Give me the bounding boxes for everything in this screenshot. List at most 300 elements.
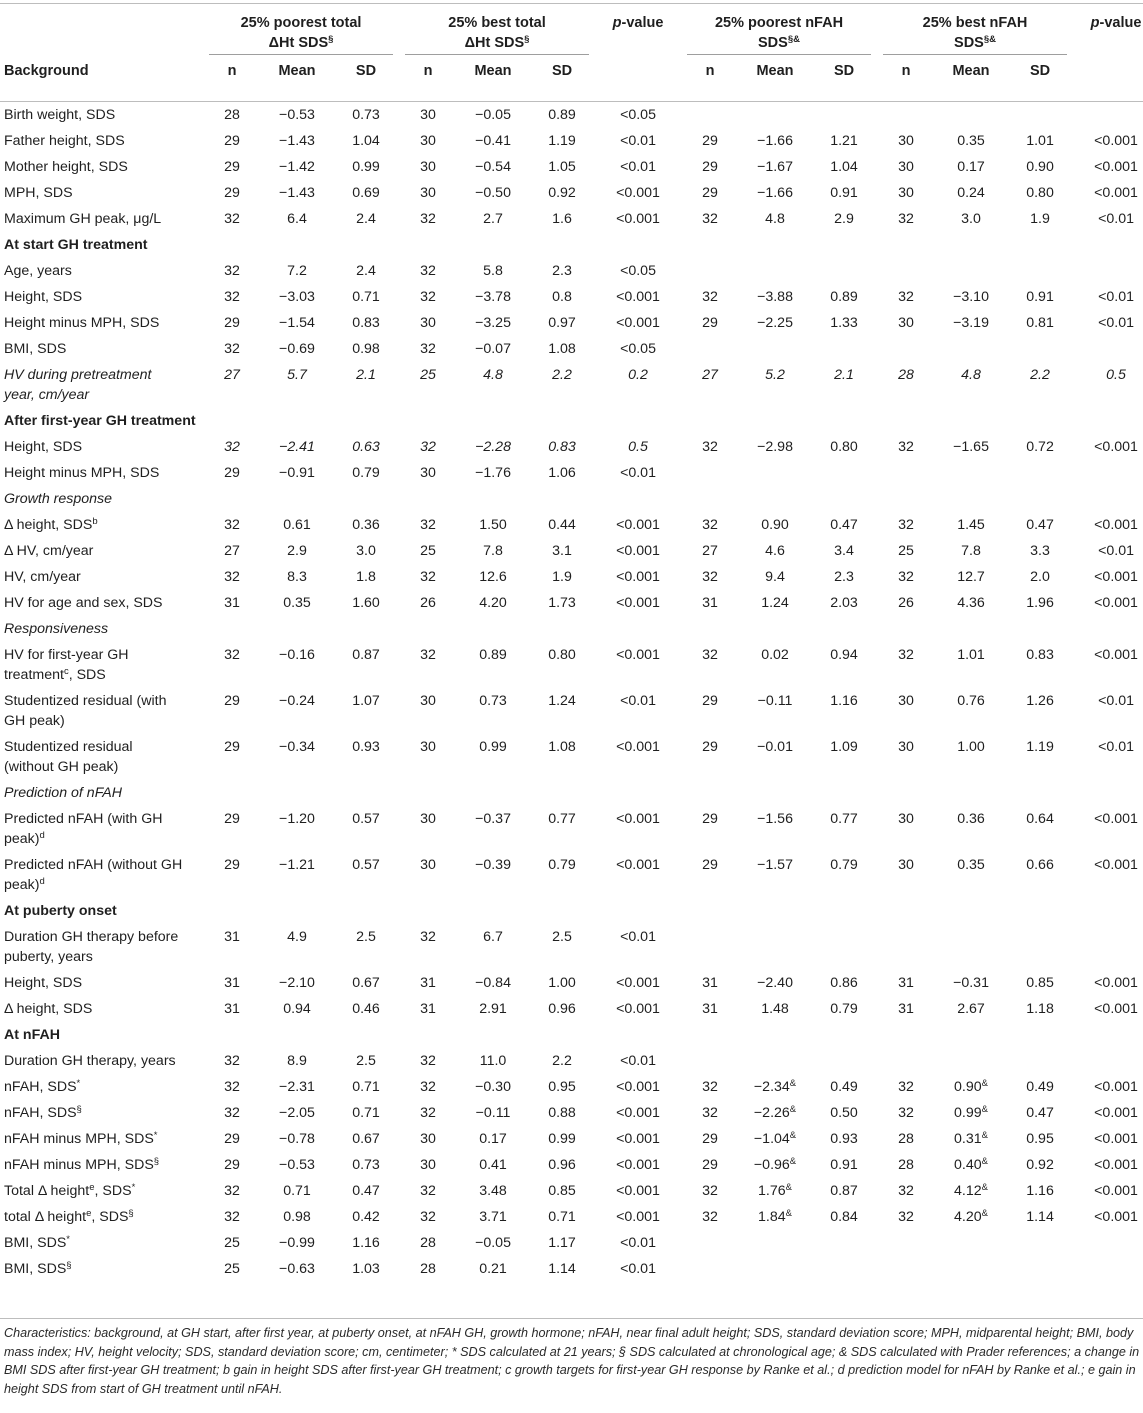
table-cell: 0.73 [352, 1157, 380, 1173]
table-cell: 1.06 [548, 465, 576, 481]
table-cell: 3.71 [479, 1209, 507, 1225]
table-cell: 31 [898, 1001, 914, 1017]
cell-footnote: & [981, 1130, 988, 1141]
row-label-text: Maximum GH peak, μg/L [4, 211, 162, 227]
row-label [0, 232, 1143, 258]
row-label-text-line2: puberty, years [4, 949, 93, 965]
table-row [0, 564, 1143, 590]
table-cell [681, 102, 739, 129]
table-cell: 1.04 [352, 133, 380, 149]
row-label [0, 1048, 203, 1074]
table-cell: 28 [420, 1261, 436, 1277]
table-cell: 0.42 [352, 1209, 380, 1225]
table-cell: 2.4 [356, 263, 376, 279]
table-cell: 0.86 [830, 975, 858, 991]
table-cell [739, 1178, 811, 1204]
table-cell: 5.2 [765, 367, 785, 383]
row-label [0, 642, 203, 688]
table-cell: <0.001 [616, 1079, 660, 1095]
row-label-footnote: * [66, 1234, 70, 1245]
table-cell: <0.01 [1098, 739, 1134, 755]
table-cell: 32 [224, 1079, 240, 1095]
pvalue-header-1 [595, 4, 681, 53]
row-label [0, 852, 203, 898]
table-cell: <0.01 [1098, 211, 1134, 227]
table-cell: 0.47 [1026, 517, 1054, 533]
row-label-text: BMI, SDS [4, 1261, 67, 1277]
table-cell: 0.94 [283, 1001, 311, 1017]
table-cell: 2.5 [552, 929, 572, 945]
table-cell [739, 1048, 811, 1074]
row-label-text-line2: GH peak) [4, 713, 65, 729]
table-cell: 12.6 [479, 569, 507, 585]
table-cell: 31 [224, 975, 240, 991]
table-row [0, 1204, 1143, 1230]
table-cell: −0.05 [475, 107, 511, 123]
table-cell: 1.24 [548, 693, 576, 709]
table-cell [1073, 1230, 1143, 1256]
table-cell: −1.57 [757, 857, 793, 873]
table-cell: 0.89 [548, 107, 576, 123]
table-cell: 32 [224, 1209, 240, 1225]
cell-value: 0.31 [954, 1131, 982, 1147]
group-title-line1: 25% best total [448, 15, 546, 31]
table-cell: 28 [898, 367, 914, 383]
column-header-n: n [203, 53, 261, 102]
table-cell: 2.2 [552, 1053, 572, 1069]
table-cell: 32 [702, 439, 718, 455]
table-cell [877, 258, 935, 284]
table-cell [811, 1048, 877, 1074]
table-cell [935, 258, 1007, 284]
table-cell: −1.43 [279, 185, 315, 201]
table-cell: <0.001 [616, 289, 660, 305]
table-cell: 0.36 [352, 517, 380, 533]
table-cell: 0.94 [830, 647, 858, 663]
table-cell: <0.01 [620, 1235, 656, 1251]
table-cell: 25 [224, 1235, 240, 1251]
table-cell: 30 [898, 185, 914, 201]
table-cell: 6.4 [287, 211, 307, 227]
table-cell [811, 1230, 877, 1256]
header-column-row [0, 53, 1143, 102]
table-cell: <0.001 [1094, 975, 1138, 991]
table-cell: 30 [898, 739, 914, 755]
row-label-text: Growth response [4, 491, 113, 507]
column-header-n: n [399, 53, 457, 102]
column-header-mean: Mean [739, 53, 811, 102]
table-cell: 1.01 [1026, 133, 1054, 149]
table-cell [1007, 336, 1073, 362]
column-header-mean: Mean [935, 53, 1007, 102]
table-cell: 3.0 [356, 543, 376, 559]
table-cell: 0.95 [548, 1079, 576, 1095]
table-cell: 25 [420, 543, 436, 559]
table-cell: 30 [420, 465, 436, 481]
table-cell: 1.16 [830, 693, 858, 709]
table-cell [1073, 1048, 1143, 1074]
table-cell: 0.71 [352, 1079, 380, 1095]
table-cell: 31 [702, 975, 718, 991]
table-cell [1073, 102, 1143, 129]
table-cell: 0.80 [1026, 185, 1054, 201]
row-label [0, 898, 1143, 924]
table-cell: 7.8 [961, 543, 981, 559]
table-cell: 0.80 [548, 647, 576, 663]
table-cell: 29 [702, 133, 718, 149]
row-label-footnote: § [153, 1156, 160, 1167]
table-cell: 29 [224, 857, 240, 873]
table-cell: <0.001 [1094, 133, 1138, 149]
table-cell: 27 [224, 367, 240, 383]
table-cell: 32 [420, 1053, 436, 1069]
table-cell: <0.001 [616, 1105, 660, 1121]
table-cell [877, 1048, 935, 1074]
table-cell: 2.7 [483, 211, 503, 227]
table-row [0, 154, 1143, 180]
table-cell: 29 [224, 133, 240, 149]
table-cell: <0.01 [620, 1261, 656, 1277]
table-cell: 29 [702, 185, 718, 201]
table-cell: 29 [224, 185, 240, 201]
table-cell: 1.9 [552, 569, 572, 585]
table-cell: 0.35 [957, 133, 985, 149]
row-label-footnote: b [92, 516, 98, 527]
table-row [0, 642, 1143, 688]
table-cell [811, 460, 877, 486]
table-cell: 4.8 [961, 367, 981, 383]
group-title-line1: 25% poorest nFAH [714, 15, 844, 31]
table-cell: 32 [702, 647, 718, 663]
table-cell: 0.93 [352, 739, 380, 755]
table-cell: 32 [224, 569, 240, 585]
table-cell: 0.2 [628, 367, 648, 383]
table-cell: <0.001 [616, 315, 660, 331]
column-header-empty [595, 53, 681, 102]
table-cell: <0.001 [1094, 439, 1138, 455]
row-label-text: Δ HV, cm/year [4, 543, 94, 559]
table-cell: 0.91 [1026, 289, 1054, 305]
table-cell: <0.001 [616, 517, 660, 533]
table-cell: 3.0 [961, 211, 981, 227]
table-row [0, 258, 1143, 284]
subsection-row [0, 616, 1143, 642]
table-cell [935, 1152, 1007, 1178]
row-label [0, 258, 203, 284]
table-cell: 0.96 [548, 1001, 576, 1017]
table-cell: −1.76 [475, 465, 511, 481]
table-cell [811, 258, 877, 284]
table-cell [681, 1230, 739, 1256]
table-cell: 30 [420, 315, 436, 331]
cell-value: 4.12 [954, 1183, 982, 1199]
table-cell: 29 [224, 159, 240, 175]
row-label [0, 780, 1143, 806]
table-cell: <0.001 [616, 543, 660, 559]
table-cell: 3.48 [479, 1183, 507, 1199]
row-label-text: Δ height, SDS [4, 1001, 93, 1017]
table-row [0, 1152, 1143, 1178]
row-label [0, 1074, 203, 1100]
header-group-row [0, 4, 1143, 53]
table-cell: <0.01 [1098, 693, 1134, 709]
table-cell: 5.7 [287, 367, 307, 383]
table-row [0, 102, 1143, 129]
table-cell: 2.03 [830, 595, 858, 611]
group-header-best-total [399, 4, 595, 53]
table-cell: 0.83 [1026, 647, 1054, 663]
table-cell: 4.8 [483, 367, 503, 383]
table-cell: −2.25 [757, 315, 793, 331]
table-row [0, 128, 1143, 154]
table-cell: 7.8 [483, 543, 503, 559]
cell-footnote: & [789, 1156, 797, 1167]
table-cell: 1.24 [761, 595, 789, 611]
table-cell [935, 460, 1007, 486]
table-cell: 0.44 [548, 517, 576, 533]
table-cell: 27 [224, 543, 240, 559]
table-cell: <0.001 [616, 739, 660, 755]
table-cell [739, 1230, 811, 1256]
table-cell: 0.63 [352, 439, 380, 455]
table-cell [1073, 924, 1143, 970]
table-cell: 29 [702, 739, 718, 755]
table-cell: 32 [420, 289, 436, 305]
row-label-footnote: § [76, 1104, 82, 1115]
table-cell [739, 924, 811, 970]
table-cell: 1.50 [479, 517, 507, 533]
table-cell: 2.9 [287, 543, 307, 559]
table-cell: 32 [224, 647, 240, 663]
table-cell: 32 [702, 1209, 718, 1225]
table-row [0, 996, 1143, 1022]
table-cell: −1.67 [757, 159, 793, 175]
row-label-footnote: d [39, 876, 45, 887]
table-cell [1007, 1256, 1073, 1282]
pvalue-p: p [1090, 15, 1100, 31]
table-cell: −0.37 [475, 811, 511, 827]
table-cell: 2.4 [356, 211, 376, 227]
table-cell: −3.25 [475, 315, 511, 331]
table-cell: 32 [898, 517, 914, 533]
table-cell: 31 [898, 975, 914, 991]
table-cell: 32 [224, 1053, 240, 1069]
column-header-sd: SD [529, 53, 595, 102]
table-cell: 1.45 [957, 517, 985, 533]
table-cell: 0.79 [352, 465, 380, 481]
group-header-poorest-nfah [681, 4, 877, 53]
table-cell [935, 1100, 1007, 1126]
table-cell: <0.001 [1094, 1183, 1138, 1199]
table-cell: 0.89 [479, 647, 507, 663]
table-cell: 32 [702, 1105, 718, 1121]
table-cell: 0.47 [1026, 1105, 1054, 1121]
table-cell: 30 [898, 315, 914, 331]
table-cell [877, 102, 935, 129]
table-cell: −2.41 [279, 439, 315, 455]
table-cell: 31 [420, 1001, 436, 1017]
row-label-text: Δ height, SDS [4, 517, 93, 533]
row-label-text: Studentized residual (with [4, 693, 167, 709]
row-label [0, 1178, 203, 1204]
table-cell: 0.71 [352, 289, 380, 305]
table-cell: 7.2 [287, 263, 307, 279]
table-cell: 28 [420, 1235, 436, 1251]
table-cell [811, 102, 877, 129]
table-cell: <0.001 [1094, 1131, 1138, 1147]
row-label-text: total Δ height [4, 1209, 87, 1225]
table-cell: 0.66 [1026, 857, 1054, 873]
table-cell: 0.61 [283, 517, 311, 533]
table-cell [739, 1074, 811, 1100]
row-label [0, 512, 203, 538]
table-cell: 1.33 [830, 315, 858, 331]
table-cell: 0.83 [548, 439, 576, 455]
table-cell: 0.47 [352, 1183, 380, 1199]
table-cell: 1.21 [830, 133, 858, 149]
pvalue-p: p [612, 15, 622, 31]
table-cell: 0.35 [957, 857, 985, 873]
table-cell [877, 460, 935, 486]
row-label-text: MPH, SDS [4, 185, 73, 201]
table-cell: −1.42 [279, 159, 315, 175]
table-row [0, 180, 1143, 206]
table-cell: <0.001 [1094, 1157, 1138, 1173]
table-cell: 0.67 [352, 1131, 380, 1147]
row-label-text-line2: peak) [4, 831, 40, 847]
table-cell: 1.26 [1026, 693, 1054, 709]
row-label-text: BMI, SDS [4, 341, 67, 357]
table-cell: 29 [702, 159, 718, 175]
table-cell [1073, 1256, 1143, 1282]
row-label-footnote: § [128, 1208, 134, 1219]
table-cell: 1.07 [352, 693, 380, 709]
row-label-text: Birth weight, SDS [4, 107, 116, 123]
table-cell: 0.77 [548, 811, 576, 827]
table-row [0, 206, 1143, 232]
table-cell: 0.85 [1026, 975, 1054, 991]
table-row [0, 538, 1143, 564]
column-header-empty [1073, 53, 1143, 102]
row-label-text: Total Δ height [4, 1183, 90, 1199]
table-cell: <0.01 [620, 929, 656, 945]
group-title-line2: ΔHt SDS [464, 35, 525, 51]
table-cell: 29 [702, 315, 718, 331]
table-cell [739, 1100, 811, 1126]
row-label [0, 806, 203, 852]
table-cell: 32 [420, 1105, 436, 1121]
row-label-text: HV during pretreatment [4, 367, 152, 383]
row-label-text: HV for first-year GH [4, 647, 129, 663]
table-cell: 0.84 [830, 1209, 858, 1225]
table-cell: 32 [898, 211, 914, 227]
table-row [0, 924, 1143, 970]
table-cell: 32 [420, 439, 436, 455]
table-cell: <0.01 [620, 159, 656, 175]
table-cell: 0.83 [352, 315, 380, 331]
table-cell: 0.98 [283, 1209, 311, 1225]
table-cell: <0.001 [616, 569, 660, 585]
table-cell: <0.001 [1094, 647, 1138, 663]
caption-line-3: with Prader references; a change in BMI SDS after first-year GH treatment; b gain in height SDS after first-year GH treatment; c growth targets for first-year GH response by Ranke et al.; [4, 1344, 1140, 1378]
table-cell: <0.001 [616, 211, 660, 227]
row-label-footnote: e [86, 1208, 92, 1219]
table-cell: −3.10 [953, 289, 989, 305]
table-cell [739, 460, 811, 486]
table-cell: 29 [224, 315, 240, 331]
table-cell: −2.28 [475, 439, 511, 455]
table-cell [739, 1126, 811, 1152]
table-cell [877, 1230, 935, 1256]
table-cell: 32 [702, 211, 718, 227]
row-label [0, 590, 203, 616]
table-cell: 1.8 [356, 569, 376, 585]
row-label-text: At puberty onset [4, 903, 117, 919]
table-row [0, 310, 1143, 336]
pvalue-rest: -value [621, 15, 664, 31]
table-cell: 1.18 [1026, 1001, 1054, 1017]
row-label [0, 180, 203, 206]
table-cell: 28 [898, 1157, 914, 1173]
row-label-text: Responsiveness [4, 621, 109, 637]
section-row [0, 232, 1143, 258]
table-cell [1073, 258, 1143, 284]
row-label-footnote: * [131, 1182, 136, 1193]
table-cell: −0.84 [475, 975, 511, 991]
column-header-n: n [681, 53, 739, 102]
table-cell: <0.01 [1098, 315, 1134, 331]
table-cell [935, 1048, 1007, 1074]
table-cell: 0.79 [830, 1001, 858, 1017]
row-label [0, 1256, 203, 1282]
group-title-sup: §& [787, 34, 800, 45]
row-label-footnote: e [89, 1182, 95, 1193]
table-cell: 1.03 [352, 1261, 380, 1277]
table-cell: <0.01 [620, 1053, 656, 1069]
table-cell: 1.00 [548, 975, 576, 991]
table-cell: 2.91 [479, 1001, 507, 1017]
table-cell: −0.78 [279, 1131, 315, 1147]
cell-value: 0.40 [954, 1157, 982, 1173]
table-cell: <0.001 [616, 1183, 660, 1199]
table-cell [877, 924, 935, 970]
table-cell: <0.001 [1094, 1001, 1138, 1017]
table-cell: <0.01 [620, 693, 656, 709]
row-label [0, 538, 203, 564]
table-cell: 30 [420, 107, 436, 123]
row-label [0, 310, 203, 336]
table-cell: 0.21 [479, 1261, 507, 1277]
table-cell: <0.001 [1094, 595, 1138, 611]
row-label-text: nFAH, SDS [4, 1105, 77, 1121]
group-title-line2: SDS [954, 35, 984, 51]
row-label-text: nFAH, SDS [4, 1079, 77, 1095]
table-cell: 29 [224, 1157, 240, 1173]
table-cell: 30 [420, 739, 436, 755]
table-cell [935, 1256, 1007, 1282]
table-cell: <0.001 [616, 647, 660, 663]
table-cell: −1.66 [757, 185, 793, 201]
table-row [0, 852, 1143, 898]
table-cell [811, 1256, 877, 1282]
table-cell [935, 336, 1007, 362]
cell-value: 0.99 [954, 1105, 982, 1121]
table-cell: 30 [420, 857, 436, 873]
row-label [0, 688, 203, 734]
column-header-sd: SD [811, 53, 877, 102]
row-label-text-line2: (without GH peak) [4, 759, 119, 775]
row-label-footnote: c [63, 666, 69, 677]
